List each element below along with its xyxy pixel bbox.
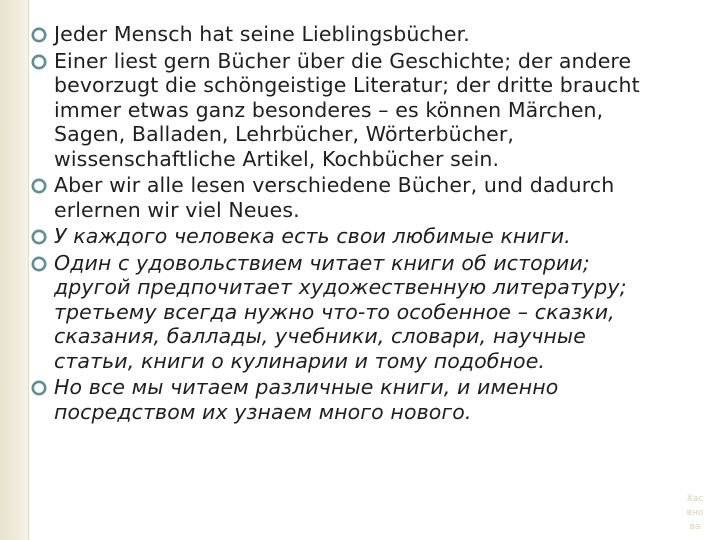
bullet-item-3 <box>30 173 670 222</box>
bullet-text: Einer liest gern Bücher über die Geschichte; der andere bevorzugt die schöngeistige Literatur; der dritte braucht immer etwas ganz besonderes – es können Märchen, Sagen, Balladen, Lehrbücher, Wörterbücher, wissenschaftliche Artikel, Kochbücher sein. <box>54 48 640 171</box>
bullet-item-5 <box>30 251 670 374</box>
ring-bullet-icon <box>30 228 48 246</box>
watermark-line: Хас <box>686 494 704 504</box>
slide-text-body <box>30 22 670 424</box>
bullet-item-1 <box>30 22 670 47</box>
watermark <box>684 492 706 534</box>
ring-bullet-icon <box>30 26 48 44</box>
bullet-text: У каждого человека есть свои любимые книги. <box>54 224 571 248</box>
watermark-line: ва <box>689 522 701 532</box>
ring-bullet-icon <box>30 177 48 195</box>
bullet-text: Один с удовольствием читает книги об истории; другой предпочитает художественную литературу; третьему всегда нужно что-то особенное – сказки, сказания, баллады, учебники, словари, научные статьи, книги о кулинарии и тому подобное. <box>54 250 627 373</box>
ring-bullet-icon <box>30 255 48 273</box>
bullet-text: Но все мы читаем различные книги, и именно посредством их узнаем много нового. <box>54 375 559 424</box>
watermark-line: вно <box>686 508 704 518</box>
bullet-item-2 <box>30 49 670 172</box>
bullet-item-4 <box>30 224 670 249</box>
ring-bullet-icon <box>30 379 48 397</box>
ring-bullet-icon <box>30 53 48 71</box>
bullet-text: Jeder Mensch hat seine Lieblingsbücher. <box>54 22 470 46</box>
decorative-sidebar <box>0 0 29 540</box>
bullet-item-6 <box>30 375 670 424</box>
bullet-text: Aber wir alle lesen verschiedene Bücher, und dadurch erlernen wir viel Neues. <box>54 173 615 222</box>
